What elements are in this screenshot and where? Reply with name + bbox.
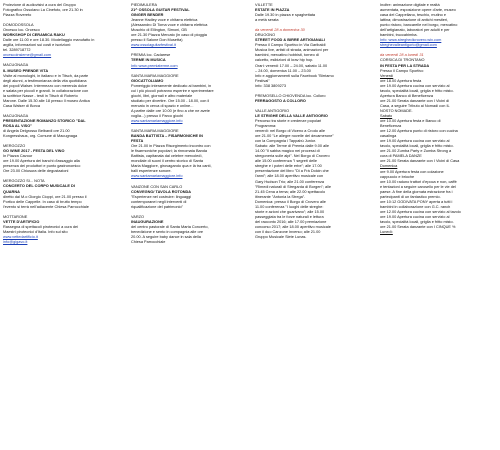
- event-text: Festival": [255, 78, 270, 83]
- event-text: MOTTARONE: [3, 214, 28, 219]
- event-title: TERME IN MUSICA: [131, 58, 166, 63]
- event-text: Sabato: [380, 113, 393, 118]
- contact-link[interactable]: info@gigavo.it: [3, 239, 28, 244]
- event-text: dei popoli Walser. Intermezzo con merenda dolce: [3, 83, 88, 88]
- event-text: voglia...) presso il Parco giochi: [131, 113, 184, 118]
- column-3: [255, 3, 373, 240]
- event-text: (Alessandro Di Toma voce e chitarra elettrica: [131, 23, 208, 28]
- event-text: VILLETTE: [255, 3, 273, 7]
- event-text: la scrittrice Nasse - testi in Titsch di Roberto: [3, 93, 78, 98]
- event-text: Jeanne Hadley voce e chitarra elettrica: [131, 18, 198, 23]
- event-text: Visite al monologhi, in italiano e in Titsch, da parte: [3, 73, 89, 78]
- event-text: stregoneria sulle alpi". Nel Borgo di Crovero: [255, 154, 330, 159]
- event-text: ore 21.30 Piazza Mercato (in caso di pioggia: [131, 33, 207, 38]
- event-text: Gary Hudson Trio; alle 21.00 conferenza: [255, 179, 325, 184]
- event-text: Sabato: alle Terme di Premia dalle 9.00 alle: [255, 144, 330, 149]
- event-text: mondiale di suoni il centro storico di Santa: [131, 159, 204, 164]
- event-text: Fotografico Ossolano La Cinefoto, ore 21.30 in: [3, 8, 83, 13]
- event-text: presso il Salone Don Musetta): [131, 38, 183, 43]
- event-text: l'evento si terrà nell'adiacente Chiesa Parrocchiale: [3, 204, 89, 209]
- event-text: tavolo, specialità locali, griglia e fritto misto.: [380, 88, 454, 93]
- event-text: venerdì: nel Borgo di Viceno a Crodo alle: [255, 129, 326, 134]
- event-title: FESTA: [131, 139, 144, 144]
- event-text: Domenica: presso il Borgo di Crovero alle: [255, 199, 326, 204]
- event-text: 21.45 Cena a tema; alle 22.00 spettacolo: [255, 189, 326, 194]
- event-text: con il duo Canzone Inverso; alle 21.00: [255, 229, 321, 234]
- event-title: WORKSHOP DI CERAMICA RAKU: [3, 33, 65, 38]
- event-text: A partire dalle ore 10.00 (e fino a che ne avete: [131, 108, 210, 113]
- contact-link[interactable]: orcescoinsieme@gmail.com: [3, 53, 52, 58]
- event-text: Lunedì:: [380, 230, 393, 235]
- event-text: ore 12.00 Apertura punto di ristoro con cucina: [380, 129, 458, 134]
- event-text: bambini, mercatino hobbisti, torneo di: [255, 53, 319, 58]
- event-title: FERRAGOSTO A COLLORO: [255, 98, 306, 103]
- event-text: ore 19.00 Apertura cucina con servizio al: [380, 214, 450, 219]
- event-text: itinerante "Antonia la Strega".: [255, 194, 306, 199]
- event-text: Percorso tra storie e credenze popolari: [255, 118, 322, 123]
- event-text: Inoltre: animazione digitale e realtà: [380, 3, 440, 7]
- event-text: bambini in collaborazione con G.C. ranch: [380, 204, 451, 209]
- event-text: Maestri pirotecnici d'Italia. Info sul sito: [3, 229, 68, 234]
- event-title: PRESENTAZIONE ROMANZO STORICO "DAL: [3, 118, 86, 123]
- event-text: MACUGNAGA: [3, 63, 29, 68]
- event-text: presentazione del libro "Di a Frà Dolcin che: [255, 169, 329, 174]
- event-text: NOSTO NOMADE.: [380, 108, 413, 113]
- event-text: Maria Maggiore, girovagando qua e là tra canti,: [131, 164, 212, 169]
- event-text: l'anni"; alle 18.00 aperitivo musicale con: [255, 174, 324, 179]
- event-text: Marone. Dalle 15.30 alle 18 presso Il museo Antica: [3, 98, 90, 103]
- event-text: ore 21.00 Serata danzante con I Vicini di Casa: [380, 159, 460, 164]
- event-title: ESTATE IN PIAZZA: [255, 8, 290, 13]
- event-text: del centro pastorale di Santa Marta Concerto,: [131, 224, 209, 229]
- event-text: con la Compagnia i Tappabù Junior.: [255, 139, 317, 144]
- event-title: CONCERTO DEL CORPO MUSICALE DI: [3, 184, 75, 189]
- event-title: INAUGURAZIONE: [131, 219, 164, 224]
- event-text: 14.00 "Il sabba magico nei processi di: [255, 149, 320, 154]
- event-text: Proiezione di audiovisivi a cura del Gruppo: [3, 3, 76, 7]
- event-text: casalinga: [380, 134, 397, 139]
- event-title: GIOCATTOLIAMO: [131, 78, 164, 83]
- event-text: calcetto, esibizioni di krav hip hop.: [255, 58, 314, 63]
- event-text: Kongresshaus, org. Comune di Macugnaga: [3, 134, 78, 139]
- event-text: ore 19.00 Apertura dei banchi d'assaggio alla: [3, 159, 80, 164]
- event-text: Info e aggiornamenti sulla Facebook "Birriamo: [255, 73, 334, 78]
- event-title: CONVEGNO/ TAVOLA ROTONDA: [131, 189, 192, 194]
- event-text: partecipanti di un fantastico premio.: [380, 194, 441, 199]
- event-text: MERGOZZO: [3, 144, 26, 149]
- column-2: [131, 3, 249, 245]
- event-text: 20.00. A seguire baby dance in sala della: [131, 234, 201, 239]
- event-text: Portico delle Cappelle. In caso di brutto tempo: [3, 199, 82, 204]
- event-text: CORSICA DI TRONTANO: [380, 58, 425, 63]
- event-text: Presso il Campo Sportivo in Via Garibaldi: [255, 43, 326, 48]
- event-text: casa del Cappellano, teschio, mutino e: [380, 13, 447, 18]
- event-text: ore 10.00 raduno trattori d'epoca e non, caffè: [380, 179, 457, 184]
- contact-link[interactable]: streghevalleantigorio@gmail.com: [380, 43, 437, 48]
- event-text: MACUGNAGA: [3, 113, 29, 118]
- event-text: DOMODOSSOLA: [3, 23, 34, 28]
- event-text: giochi, libri, giornali e altro materiale: [131, 93, 193, 98]
- event-text: ore 18.00 Apertura festa: [380, 78, 422, 83]
- event-text: Info: 338 3809273: [255, 83, 286, 88]
- event-text: ore 10:12 GODIVATA PONY aperta a tutti i: [380, 199, 453, 204]
- event-text: a metà serata: [255, 18, 279, 23]
- event-text: diretto dal M.o Giorgio Cioppi, ore 21.00 presso il: [3, 194, 87, 199]
- event-text: degli alunni, a testimonianza della vita quotidiana: [3, 78, 87, 83]
- contact-link[interactable]: www.vettedartificio.it: [3, 234, 38, 239]
- event-text: aumentata, esposizione opere d'arte, museo: [380, 8, 456, 13]
- event-text: Gruppo Musicale Siete Lunas.: [255, 235, 307, 240]
- event-text: tavolo, specialità locali, griglia e fritto misto.: [380, 144, 454, 149]
- contact-link[interactable]: www.ossolaguitarfestival.it: [131, 43, 176, 48]
- event-text: ore 21.00 "Le allegre novelle del decamerone": [255, 134, 334, 139]
- event-text: cappuccio e brioche: [380, 174, 415, 179]
- contact-link[interactable]: Info: www.streghedicrovero.wix.com: [380, 38, 442, 43]
- event-text: Casa Walser di Borca: [3, 103, 41, 108]
- event-text: mercato in cerca di spazio e online...: [131, 103, 194, 108]
- event-text: Muschio di Ellington, Simoni, GB: [131, 28, 187, 33]
- event-text: ore 12.00 Apertura cucina con servizio al tavolo: [380, 209, 461, 214]
- event-text: Rassegna di spettacoli pirotecnici a cura dei: [3, 224, 78, 229]
- event-text: Ore 21.00 in Piazza Risorgimento incontro con: [131, 144, 211, 149]
- event-title: 21^ OSSOLA GUITAR FESTIVAL: [131, 8, 190, 13]
- event-text: VANZONE CON SAN CARLO: [131, 184, 183, 189]
- event-text: tel. 3289718772: [3, 48, 31, 53]
- event-text: dell'artigianato, laboratori per adulti e per: [380, 28, 450, 33]
- event-text: cura di PAMELA DANZE: [380, 154, 422, 159]
- event-text: PIEDIMULERA: [131, 3, 158, 7]
- event-text: 11.00 conferenza "I luoghi delle streghe:: [255, 204, 324, 209]
- event-text: ore 21.00 Zumba Party e Zumba Strong a: [380, 149, 452, 154]
- event-text: "Rimedi naturali di Stregarda di Borgen"; alle: [255, 184, 332, 189]
- event-text: Domenica: [380, 164, 398, 169]
- event-text: ore 10.00 Apertura festa e Banco di: [380, 119, 441, 124]
- event-text: DRUOGNO: [255, 33, 276, 38]
- event-title: VETTE D'ARTIFICIO: [3, 219, 40, 224]
- event-text: lattina; dimostrazione di antichi mestieri,: [380, 18, 449, 23]
- event-text: passeggiata tra le forze naturali e lettura: [255, 214, 324, 219]
- event-text: argilla, informazioni sui costi e iscrizioni:: [3, 43, 72, 48]
- event-title: ROSA AL VISO": [3, 123, 33, 128]
- event-title: GO WINE 2017 - FESTA DEL VINO: [3, 149, 65, 154]
- event-text: Venerdì: [380, 73, 394, 78]
- event-text: Battista, capitanata dal celebre mercoledì,: [131, 154, 203, 159]
- event-text: Beneficenza: [380, 124, 402, 129]
- event-text: Musica live, artisti di strada, animazioni per: [255, 48, 329, 53]
- event-text: ore 19.00 Apertura cucina con servizio al: [380, 139, 450, 144]
- event-text: VARZO: [131, 214, 144, 219]
- event-text: bambini, truccabimba.: [380, 33, 418, 38]
- event-text: Casa, a seguire Tributo ai Nomadi con IL: [380, 103, 450, 108]
- date-heading: da venerdì 28 a lunedì 31: [380, 53, 424, 58]
- event-text: Dalle 19.30 in piazza e spaghettata: [255, 13, 316, 18]
- event-text: ore 21.00 Serata danzante con I CINQUE %: [380, 225, 456, 230]
- column-4: [380, 3, 498, 235]
- event-text: Pomeriggio interamente dedicato ai bambini, in: [131, 83, 212, 88]
- event-text: PREMOSELLO CHIOVENDA loc. Colloro: [255, 93, 326, 98]
- event-text: Chiesa Parrocchiale: [131, 239, 166, 244]
- event-title: QUARNA: [3, 189, 20, 194]
- event-text: del racconto 2016; alle 17.00 premiazione: [255, 219, 327, 224]
- event-text: storie e azioni che guarivano"; alle 15.00: [255, 209, 325, 214]
- event-text: paese. A fine della giornata estrazione fra i: [380, 189, 453, 194]
- event-text: SANTA MARIA MAGGIORE: [131, 73, 179, 78]
- event-text: Ore 23.00 Chiusura delle degustazioni: [3, 169, 69, 174]
- event-text: presenza dei produttori e punto gastronomico: [3, 164, 81, 169]
- event-text: PREMIA loc. Cadarese: [131, 53, 171, 58]
- event-text: ore 19.00 Apertura cucina con servizio al: [380, 83, 450, 88]
- event-title: LE STRIGHE DELLA VALLE ANTIGORIO: [255, 113, 328, 118]
- event-title: IL MUSEO PRENDE VITA: [3, 68, 49, 73]
- event-text: balli esperienze sonore.: [131, 169, 172, 174]
- event-text: studiato per divertire. Ore 15.00 - 18.00, con il: [131, 98, 210, 103]
- event-text: "Esperienze nel costruire: linguaggi: [131, 194, 192, 199]
- event-text: MERGOZZO SI... NOTA: [3, 179, 45, 184]
- event-text: e salata per piccoli e grandi. In collaborazione con: [3, 88, 89, 93]
- event-text: ore 21.00 Serata danzante con I Vicini di: [380, 98, 450, 103]
- event-text: alle 15.00 conferenza "I segreti delle: [255, 159, 318, 164]
- event-text: benedizione e sento in compagnia alle ore: [131, 229, 204, 234]
- contact-link[interactable]: www.santamariamaggiore.info: [131, 174, 183, 179]
- event-text: streghe e i poteri delle erbe"; alle 17.00: [255, 164, 322, 169]
- event-text: Presso il Campo Sportivo: [380, 68, 424, 73]
- event-text: Orcesco loc. Orcesco: [3, 28, 40, 33]
- event-text: Apertura Banco di Beneficenza: [380, 93, 433, 98]
- event-title: STREET FOOD & BIRRE ARTIGIANALI: [255, 38, 325, 43]
- event-text: concorso 2017; alle 18.00 aperitivo musicale: [255, 224, 331, 229]
- event-text: SANTA MARIA MAGGIORE: [131, 129, 179, 134]
- contact-link[interactable]: Info www.premiaterme.com: [131, 63, 178, 68]
- event-text: tavolo, specialità locali, griglia e fritto misto.: [380, 219, 454, 224]
- event-text: punto ristoro, bancarelle nel borgo, mercatino: [380, 23, 458, 28]
- event-title: BANDA BATTISTA – FISARMONICHE IN: [131, 134, 203, 139]
- date-heading: da venerdì 28 a domenica 30: [255, 28, 305, 33]
- event-text: Orari: venerdì 17.00 – 24.00, sabato 11.00: [255, 63, 328, 68]
- contact-link[interactable]: www.santamariamaggiore.info: [131, 118, 183, 123]
- event-text: le fisarmoniche popolari; la rinnomata Banda: [131, 149, 208, 154]
- event-text: Piazza Rovereto: [3, 13, 32, 18]
- event-text: contemporanei negli interventi di: [131, 199, 187, 204]
- event-title: GINGER BENDER: [131, 13, 164, 18]
- event-text: di Angela Delgrosso Belbardi ore 21.00: [3, 129, 70, 134]
- event-text: Programma:: [255, 123, 277, 128]
- event-text: Dalle ore 11.00 e ore 18.30. Modellaggio manufatto in: [3, 38, 95, 43]
- event-text: riqualificazione del patrimonio": [131, 204, 184, 209]
- event-text: ore 9.00 Apertura festa con colazione: [380, 169, 444, 174]
- event-text: In Piazza Cavour: [3, 154, 33, 159]
- event-text: cui i più piccoli potranno esperire e sperimentare: [131, 88, 214, 93]
- event-text: VALLE ANTIGORIO: [255, 108, 290, 113]
- event-title: IN FESTA PER LA STRADA: [380, 63, 430, 68]
- event-text: – 24.00, domenica 11.00 – 23.00: [255, 68, 311, 73]
- column-1: [3, 3, 125, 245]
- event-text: e tentazioni a seguire carosello per le vie del: [380, 184, 456, 189]
